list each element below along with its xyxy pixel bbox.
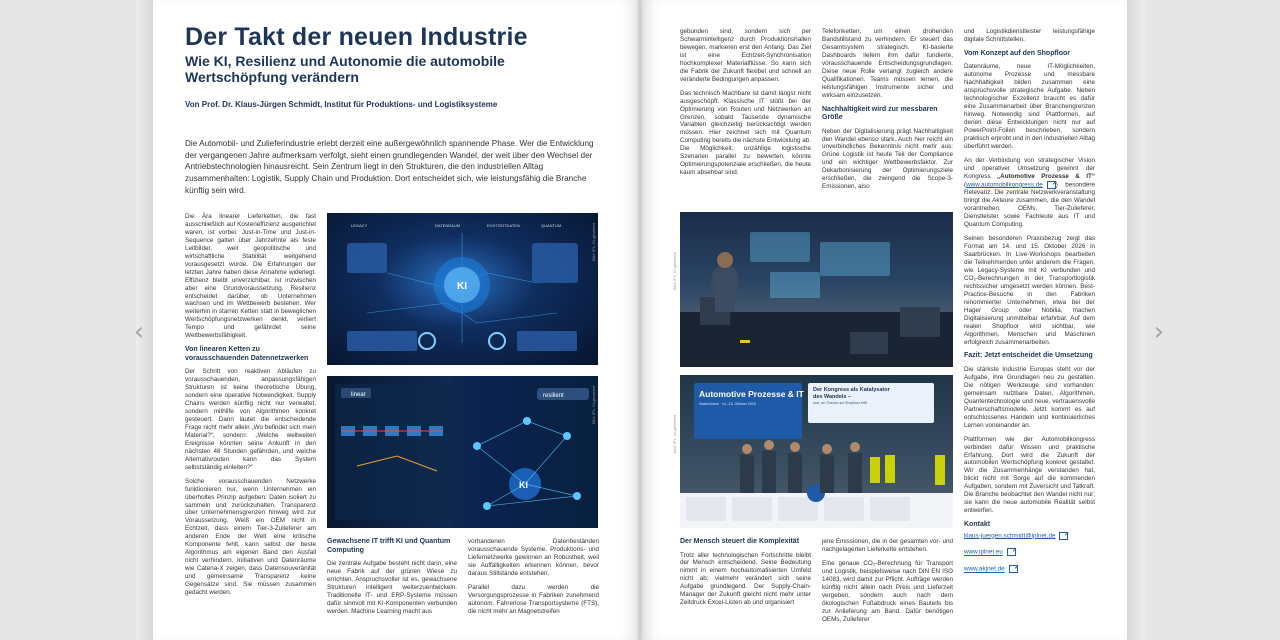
image-label: QUANTUM	[541, 223, 562, 228]
banner-subtitle: Saarbrücken · 14.–15. Oktober 2026	[699, 402, 756, 406]
screen-title: Der Kongress als Katalysator des Wandels –	[813, 387, 890, 400]
image-credit: Bild: IPL, KI-generiert	[591, 222, 596, 261]
image-label: DATENRAUM	[435, 223, 461, 228]
left-column-2	[327, 538, 457, 622]
paragraph: Neben der Digitalisierung prägt Nachhaltigkeit den Wandel ebenso stark. Auch hier reicht ein unverbindliches Bekenntnis nicht mehr aus: Grüne Logistik ist heute Teil der Compliance und ein wichtiger Wettbewerbsfaktor. Zur Dekarbonisierung der Optimierungsziele erschließen, die zwingend die Scope-3-Emissionen, also	[822, 127, 953, 191]
control-room-image	[672, 212, 953, 367]
section-heading: Gewachsene IT trifft KI und Quantum Computing	[327, 538, 451, 554]
paragraph: Das technisch Machbare ist damit längst nicht ausgeschöpft. Klassische IT stößt bei der Optimierung von Routen und Netzwerken an Grenzen, sobald Tausende dynamische Variablen gleichzeitig berücksichtigt werden müssen. Hier zeichnet sich mit Quantum Computing bereits die nächste Entwicklung ab. Die Möglichkeit, unzählige logistische Szenarien parallel zu bewerten, könnte Optimierungspotenziale erschließen, die heute kaum absehbar sind.	[680, 89, 811, 177]
paragraph: Die zentrale Aufgabe besteht nicht darin, eine neue Fabrik auf der grünen Wiese zu errichten. Anspruchsvoller ist es, gewachsene Strukturen intelligent weiterzuentwickeln. Traditionelle IT- und ERP-Systeme müssen dafür sinnvoll mit KI-Komponenten verbunden werden. Machine Learning macht aus	[327, 560, 457, 615]
article-title: Der Takt der neuen Industrie	[185, 23, 528, 51]
text: besondere Relevanz. Die zentrale Netzwerkveranstaltung bringt die Akteure zusammen, die den Wandel vorantreiben: OEMs, Tier-Zulieferer, Dienstleister sowie Fachleute aus IT und Quantum Computing.	[964, 181, 1095, 229]
iplnet-link[interactable]: www.iplnet.eu	[964, 548, 1003, 556]
external-link-icon[interactable]	[1007, 548, 1016, 556]
image-label: linear	[351, 392, 366, 398]
ki-network-illustration	[327, 213, 598, 365]
article-lead: Die Automobil- und Zulieferindustrie erlebt derzeit eine außergewöhnlich spannende Phase. Wer die Entwicklung der vergangenen Jahre aufmerksam verfolgt, sieht einen grundlegenden Wandel, der weit über den Wechsel der Antriebstechnologien hinausreicht. Sein Zentrum liegt in den Strukturen, die den industriellen Alltag zusammenhalten: Logistik, Supply Chain und Produktion. Dort entscheidet sich, wie leistungsfähig die Branche künftig sein wird.	[185, 139, 594, 195]
paragraph: gebunden sind, sondern sich per Schwarmintelligenz durch Produktionshallen bewegen, markieren erst den Anfang. Das Ziel ist eine Echtzeit-Synchronisation hochkomplexer Materialflüsse. So kann sich die Fabrik der Zukunft flexibel und schnell an veränderte Bedingungen anpassen.	[680, 28, 811, 83]
section-heading: Fazit: Jetzt entscheidet die Umsetzung	[964, 352, 1093, 360]
external-link-icon[interactable]	[1059, 532, 1068, 540]
paragraph: Telefonketten, um einen drohenden Bandstillstand zu verhindern. Er steuert das Gesamtsystem strategisch. KI-basierte Dashboards liefern ihm dafür fundierte, vorausschauende Entscheidungsgrundlagen. Diese neue Rolle verlangt zugleich andere Qualifikationen. Teams müssen lernen, die leistungsfähigen Instrumente sicher und wirksam einzusetzen.	[822, 28, 953, 99]
right-column-3	[964, 28, 1095, 574]
right-page	[642, 0, 1127, 640]
image-label: KI	[519, 480, 528, 490]
article-author: Von Prof. Dr. Klaus-Jürgen Schmidt, Institut für Produktions- und Logistiksysteme	[185, 100, 498, 109]
text: An der Verbindung von strategischer Vision und operativer Umsetzung gewinnt der Kongress	[964, 156, 1095, 180]
akjnet-link[interactable]: www.akjnet.de	[964, 565, 1005, 573]
congress-stage-image	[672, 375, 953, 528]
paragraph: Datenräume, neue IT-Möglichkeiten, autonome Prozesse und messbare Nachhaltigkeit bilden zusammen eine anspruchsvolle strategische Aufgabe. Neben technologischer Exzellenz braucht es dafür eine Zusammenarbeit über Branchengrenzen hinweg. Notwendig sind Plattformen, auf denen diese Entwicklungen nicht nur auf PowerPoint-Folien beschrieben, sondern praktisch erprobt und in den industriellen Alltag überführt werden.	[964, 63, 1095, 150]
paragraph: vorhandenen Datenbeständen vorausschauende Systeme. Produktions- und Liefernetzwerke gewinnen an Robustheit, weil sie Auffälligkeiten erkennen können, bevor daraus Stillstände entstehen.	[468, 538, 599, 577]
paragraph: jene Emissionen, die in der gesamten vor- und nachgelagerten Lieferkette entstehen.	[822, 538, 953, 553]
banner-title: Automotive Prozesse & IT	[699, 389, 804, 399]
external-link-icon[interactable]	[1009, 565, 1018, 573]
image-label: KI	[457, 281, 467, 292]
section-heading: Nachhaltigkeit wird zur messbaren Größe	[822, 105, 938, 122]
left-column-3	[468, 538, 599, 622]
paragraph: Die Ära linearer Lieferketten, die fast ausschließlich auf Kosteneffizienz ausgerichtet waren, ist vorbei. Just-in-Time und Just-in-Sequence galten über Jahrzehnte als feste Leitbilder, weil geopolitische und wirtschaftliche Stabilität weitgehend vorausgesetzt wurde. Die Erfahrungen der letzten Jahre haben diese Annahme widerlegt. Effizienz bleibt unverzichtbar, ist inzwischen aber eine Grundvoraussetzung. Resilienz entscheidet darüber, ob Unternehmen wachsen und im Wettbewerb bestehen. Wer weiterhin in starren Ketten statt in beweglichen Wertschöpfungsnetzwerken denkt, verliert Tempo und gefährdet seine Wettbewerbsfähigkeit.	[185, 213, 316, 340]
contact-heading: Kontakt	[964, 521, 991, 529]
contact-email-link[interactable]: klaus-juergen.schmidt@iplnet.de	[964, 532, 1056, 540]
supply-network-illustration	[327, 376, 598, 528]
left-page	[153, 0, 639, 640]
screen-subtitle: dort, wo Theorie auf Shopfloor trifft	[813, 401, 867, 405]
right-column-1	[680, 28, 811, 183]
audience-illustration	[680, 375, 953, 528]
previous-page-arrow-icon[interactable]: ‹	[133, 317, 145, 347]
image-credit: Bild: IPL, KI-generiert	[672, 414, 677, 453]
paragraph: An der Verbindung von strategischer Vision und operativer Umsetzung gewinnt der Kongress „Automotive Prozesse & IT“ (www.automobilkongress.de ) besondere Relevanz. Die zentrale Netzwerkveranstaltung bringt die Akteure zusammen, die den Wandel vorantreiben: OEMs, Tier-Zulieferer, Dienstleister sowie Fachleute aus IT und Quantum Computing.	[964, 156, 1095, 229]
image-credit: Bild: IPL, KI-generiert	[591, 385, 596, 424]
external-link-icon[interactable]	[1047, 181, 1056, 189]
factory-operator-illustration	[680, 212, 953, 367]
image-label: resilient	[543, 393, 564, 399]
image-credit: Bild: IPL, KI-generiert	[672, 251, 677, 290]
image-label: ECHTZEITDATEN	[487, 223, 520, 228]
right-column-2	[822, 28, 953, 197]
ki-dataspace-image	[327, 213, 598, 365]
right-column-2b	[822, 538, 953, 630]
event-name: „Automotive Prozesse & IT“	[997, 172, 1095, 180]
section-heading: Vom Konzept auf den Shopfloor	[964, 49, 1071, 57]
paragraph: und Logistikdienstleister leistungsfähige digitale Schnittstellen.	[964, 28, 1095, 43]
paragraph: Plattformen wie der Automobilkongress verbinden dafür Wissen und praktische Erfahrung. Dort wird die Zukunft der automobilen Wertschöpfung konkret gestaltet. Wir die Zusammenhänge verstanden hat, blickt nicht mit Sorge auf die kommenden Aufgaben, sondern mit Zuversicht und Tatkraft. Die Branche beobachtet den Wandel nicht nur; sie kann die neue automobile Realität selbst entwerfen.	[964, 435, 1095, 515]
congress-link[interactable]: www.automobilkongress.de	[966, 181, 1043, 189]
next-page-arrow-icon[interactable]: ›	[1153, 317, 1165, 347]
section-heading: Von linearen Ketten zu vorausschauenden Datennetzwerken	[185, 346, 309, 362]
paragraph: Solche vorausschauenden Netzwerke funktionieren nur, wenn Unternehmen ein überholtes Prinzip aufgeben: Daten isoliert zu sammeln und zurückzuhalten. Transparenz über Unternehmensgrenzen hinweg wird zur Voraussetzung. Weiß ein OEM nicht in Echtzeit, dass einem Tier-3-Zulieferer am anderen Ende der Welt eine kritische Komponente fehlt, kann selbst der beste Algorithmus am eigenen Band den Ausfall nicht verhindern. Initiativen und Datenräume wie Catena-X zeigen, dass Datensouveränität und gemeinsame Transparenz keine Gegensätze sind. Sie müssen zusammen gedacht werden.	[185, 477, 316, 596]
right-column-1b	[680, 538, 811, 613]
paragraph: Seinen besonderen Praxisbezug zeigt das Format am 14. und 15. Oktober 2026 in Saarbrücken. In Live-Workshops bearbeiten die Teilnehmenden unter anderem die Fragen, wie Legacy-Systeme mit KI verbunden und CO₂-Berechnungen in der Transportlogistik rechtssicher umgesetzt werden können. Best-Practice-Besuche in den Fabriken renommierter Unternehmen, etwa bei der Hager Group oder Nobilia, machen Digitalisierung unmittelbar erfahrbar. Auf dem realen Shopfloor wird sichtbar, wie Algorithmen, Menschen und Maschinen erfolgreich zusammenarbeiten.	[964, 235, 1095, 346]
paragraph: Der Schritt von reaktiven Abläufen zu vorausschauenden, anpassungsfähigen Strukturen ist keine theoretische Übung, sondern eine operative Notwendigkeit. Supply Chains werden künftig nicht nur verwaltet, sondern mithilfe von Algorithmen konkret gesteuert. Dann lautet die entscheidende Frage nicht mehr allein „Wo befindet sich mein Material?“, sondern: „Welche weltweiten Ereignisse könnten seine Ankunft in den nächsten 48 Stunden gefährden, und welche Alternativrouten kann das System selbstständig einleiten?“	[185, 368, 316, 471]
article-subtitle: Wie KI, Resilienz und Autonomie die automobile Wertschöpfung verändern	[185, 53, 505, 85]
paragraph: Trotz aller technologischen Fortschritte bleibt der Mensch entscheidend. Seine Bedeutung nimmt in einem hochautomatisierten Umfeld nicht ab; vielmehr verändert sich seine Aufgabe grundlegend. Der Supply-Chain-Manager der Zukunft gleicht nicht mehr unter Zeitdruck Excel-Listen ab und organisiert	[680, 551, 811, 607]
paragraph: Die stärkste Industrie Europas steht vor der Aufgabe, ihre Grundlagen neu zu gestalten. Die nötigen Werkzeuge sind vorhanden: gemeinsam nutzbare Daten, Algorithmen, Quantentechnologie und neue, vertrauensvolle Partnerschaftsmodelle. Jetzt kommt es auf entschlossenes Handeln und kontinuierliches Lernen voneinander an.	[964, 365, 1095, 429]
left-column-1	[185, 213, 316, 603]
section-heading: Der Mensch steuert die Komplexität	[680, 538, 800, 545]
linear-vs-resilient-image	[327, 376, 598, 528]
paragraph: Eine genaue CO₂-Berechnung für Transport und Logistik, beispielsweise nach DIN EN ISO 14083, wird damit zur Pflicht. Aufträge werden künftig nicht allein nach Preis und Lieferzeit vergeben, sondern auch nach dem ökologischen Fußabdruck eines Bauteils bis zur Anlieferung am Band. Dafür benötigen OEMs, Zulieferer	[822, 559, 953, 623]
paragraph: Parallel dazu werden die Versorgungsprozesse in Fabriken zunehmend autonom. Fahrerlose Transportsysteme (FTS), die nicht mehr an Magnetstreifen	[468, 583, 599, 615]
page-edge-right	[1127, 0, 1145, 640]
image-label: LEGACY	[351, 223, 368, 228]
